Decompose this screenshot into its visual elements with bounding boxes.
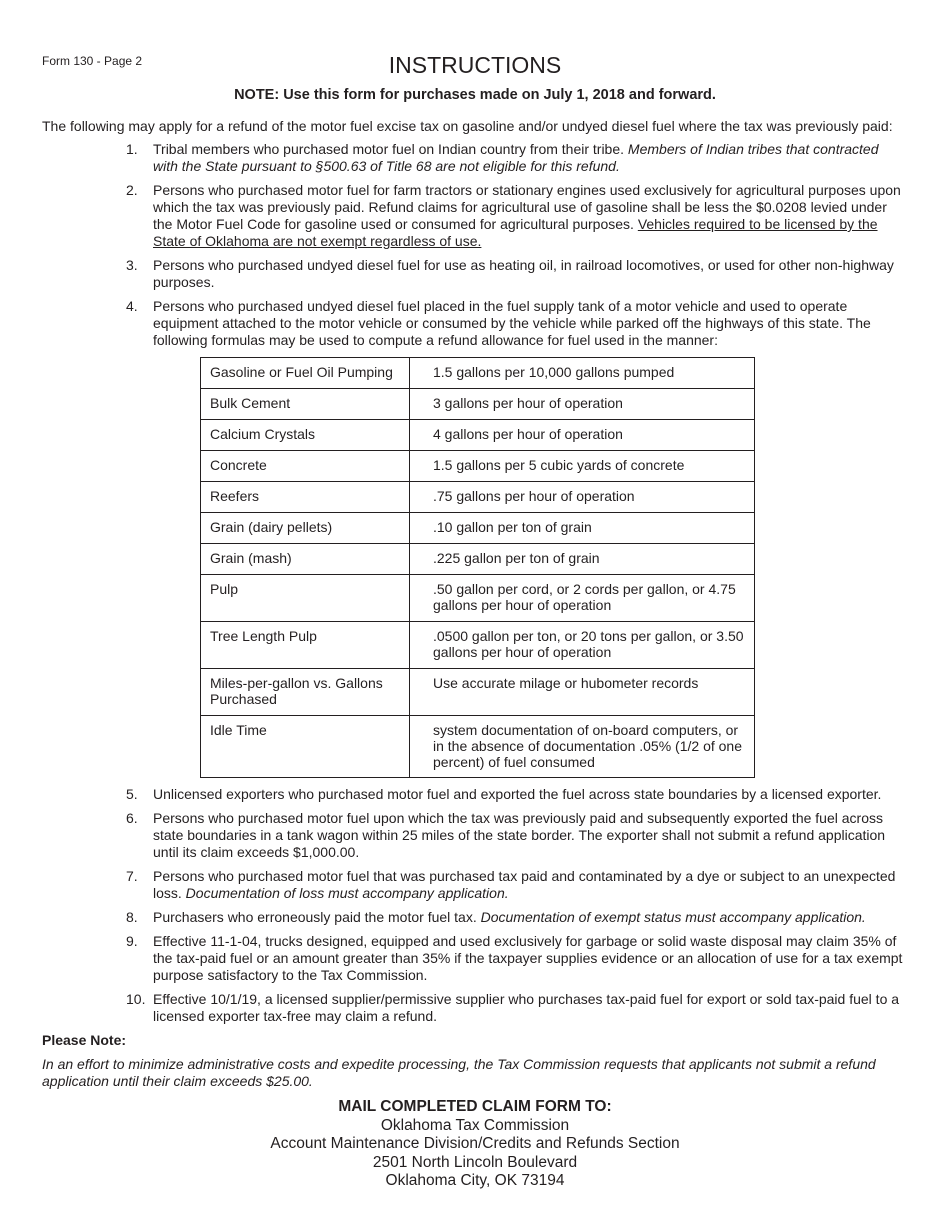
use-cell: Gasoline or Fuel Oil Pumping: [201, 358, 410, 389]
allowance-cell: system documentation of on-board computers, or in the absence of documentation .05% (1/2 of one percent) of fuel consumed: [410, 716, 755, 778]
item-text: Persons who purchased motor fuel upon which the tax was previously paid and subsequently exported the fuel across state boundaries in a tank wagon within 25 miles of the state border. The exporter shall not submit a refund application until its claim exceeds $1,000.00.: [153, 810, 886, 860]
address-line: Oklahoma City, OK 73194: [385, 1172, 565, 1189]
item-number: 4.: [126, 298, 138, 314]
table-row: [201, 716, 755, 778]
please-note-body: In an effort to minimize administrative costs and expedite processing, the Tax Commission requests that applicants not submit a refund application until their claim exceeds $25.00.: [42, 1056, 876, 1089]
allowance-cell: 1.5 gallons per 5 cubic yards of concrete: [410, 451, 755, 482]
item-number: 7.: [126, 868, 138, 884]
intro-paragraph: The following may apply for a refund of the motor fuel excise tax on gasoline and/or undyed diesel fuel where the tax was previously paid:: [42, 118, 893, 134]
fuel-allowance-table: [200, 357, 755, 778]
list-item: [126, 909, 906, 926]
table-row: [201, 420, 755, 451]
table-row: [201, 622, 755, 669]
list-item: [126, 257, 906, 291]
item-text: Purchasers who erroneously paid the motor fuel tax. Documentation of exempt status must accompany application.: [153, 909, 866, 925]
list-item: [126, 810, 906, 861]
eligibility-list-top: [126, 141, 906, 356]
table-row: [201, 669, 755, 716]
use-cell: Miles-per-gallon vs. Gallons Purchased: [201, 669, 410, 716]
use-cell: Grain (mash): [201, 544, 410, 575]
list-item: [126, 298, 906, 349]
item-text: Persons who purchased undyed diesel fuel placed in the fuel supply tank of a motor vehicle and used to operate equipment attached to the motor vehicle or consumed by the vehicle while parked off the highways of this state. The following formulas may be used to compute a refund allowance for fuel used in the manner:: [153, 298, 871, 348]
allowance-cell: Use accurate milage or hubometer records: [410, 669, 755, 716]
use-cell: Calcium Crystals: [201, 420, 410, 451]
table-row: [201, 358, 755, 389]
use-cell: Tree Length Pulp: [201, 622, 410, 669]
table-row: [201, 482, 755, 513]
item-number: 8.: [126, 909, 138, 925]
allowance-cell: 1.5 gallons per 10,000 gallons pumped: [410, 358, 755, 389]
allowance-cell: .0500 gallon per ton, or 20 tons per gallon, or 3.50 gallons per hour of operation: [410, 622, 755, 669]
list-item: [126, 786, 906, 803]
item-number: 10.: [126, 991, 146, 1007]
item-italic-note: Members of Indian tribes that contracted with the State pursuant to §500.63 of Title 68 are not eligible for this refund.: [153, 141, 879, 174]
use-cell: Pulp: [201, 575, 410, 622]
list-item: [126, 933, 906, 984]
item-text: Persons who purchased undyed diesel fuel for use as heating oil, in railroad locomotives, or used for other non-highway purposes.: [153, 257, 894, 290]
list-item: [126, 182, 906, 250]
allowance-cell: .75 gallons per hour of operation: [410, 482, 755, 513]
use-cell: Reefers: [201, 482, 410, 513]
table-row: [201, 451, 755, 482]
item-italic-note: Documentation of loss must accompany application.: [181, 885, 509, 901]
allowance-cell: 3 gallons per hour of operation: [410, 389, 755, 420]
item-text: Effective 10/1/19, a licensed supplier/permissive supplier who purchases tax-paid fuel for export or sold tax-paid fuel to a licensed exporter tax-free may claim a refund.: [153, 991, 900, 1024]
date-note: NOTE: Use this form for purchases made on July 1, 2018 and forward.: [234, 87, 716, 103]
page-title: INSTRUCTIONS: [388, 52, 562, 78]
table-row: [201, 544, 755, 575]
allowance-cell: .225 gallon per ton of grain: [410, 544, 755, 575]
list-item: [126, 141, 906, 175]
allowance-cell: 4 gallons per hour of operation: [410, 420, 755, 451]
table-row: [201, 389, 755, 420]
form-page-label: Form 130 - Page 2: [42, 54, 143, 68]
item-underlined-note: Vehicles required to be licensed by the State of Oklahoma are not exempt regardless of use.: [153, 216, 878, 249]
use-cell: Concrete: [201, 451, 410, 482]
allowance-cell: .10 gallon per ton of grain: [410, 513, 755, 544]
item-text: Unlicensed exporters who purchased motor fuel and exported the fuel across state boundaries by a licensed exporter.: [153, 786, 882, 802]
item-text: Persons who purchased motor fuel for farm tractors or stationary engines used exclusively for agricultural purposes upon which the tax was previously paid. Refund claims for agricultural use of gasoline shall be less the $0.0208 levied under the Motor Fuel Code for gasoline used or consumed for agricultural purposes. Vehicles required to be licensed by the State of Oklahoma are not exempt regardless of use.: [153, 182, 901, 249]
address-line: Account Maintenance Division/Credits and Refunds Section: [270, 1135, 680, 1152]
mailing-address-block: [0, 1098, 950, 1191]
address-line: Oklahoma Tax Commission: [380, 1116, 570, 1134]
item-number: 6.: [126, 810, 138, 826]
item-number: 5.: [126, 786, 138, 802]
item-text: Tribal members who purchased motor fuel on Indian country from their tribe. Members of Indian tribes that contracted with the State pursuant to §500.63 of Title 68 are not eligible for this refund.: [153, 141, 879, 174]
item-number: 9.: [126, 933, 138, 949]
mail-heading: MAIL COMPLETED CLAIM FORM TO:: [338, 1098, 612, 1115]
item-number: 1.: [126, 141, 138, 157]
item-italic-note: Documentation of exempt status must accompany application.: [476, 909, 866, 925]
list-item: [126, 868, 906, 902]
eligibility-list-bottom: [126, 786, 906, 1032]
use-cell: Bulk Cement: [201, 389, 410, 420]
address-line: 2501 North Lincoln Boulevard: [372, 1153, 578, 1171]
item-number: 3.: [126, 257, 138, 273]
table-row: [201, 575, 755, 622]
allowance-cell: .50 gallon per cord, or 2 cords per gallon, or 4.75 gallons per hour of operation: [410, 575, 755, 622]
item-text: Effective 11-1-04, trucks designed, equipped and used exclusively for garbage or solid waste disposal may claim 35% of the tax-paid fuel or an amount greater than 35% if the taxpayer supplies evidence or an allocation of use for a tax exempt purpose satisfactory to the Tax Commission.: [153, 933, 903, 983]
list-item: [126, 991, 906, 1025]
please-note-heading: Please Note:: [42, 1032, 127, 1048]
item-text: Persons who purchased motor fuel that was purchased tax paid and contaminated by a dye or subject to an unexpected loss. Documentation of loss must accompany application.: [153, 868, 896, 901]
item-number: 2.: [126, 182, 138, 198]
use-cell: Idle Time: [201, 716, 410, 778]
table-row: [201, 513, 755, 544]
use-cell: Grain (dairy pellets): [201, 513, 410, 544]
